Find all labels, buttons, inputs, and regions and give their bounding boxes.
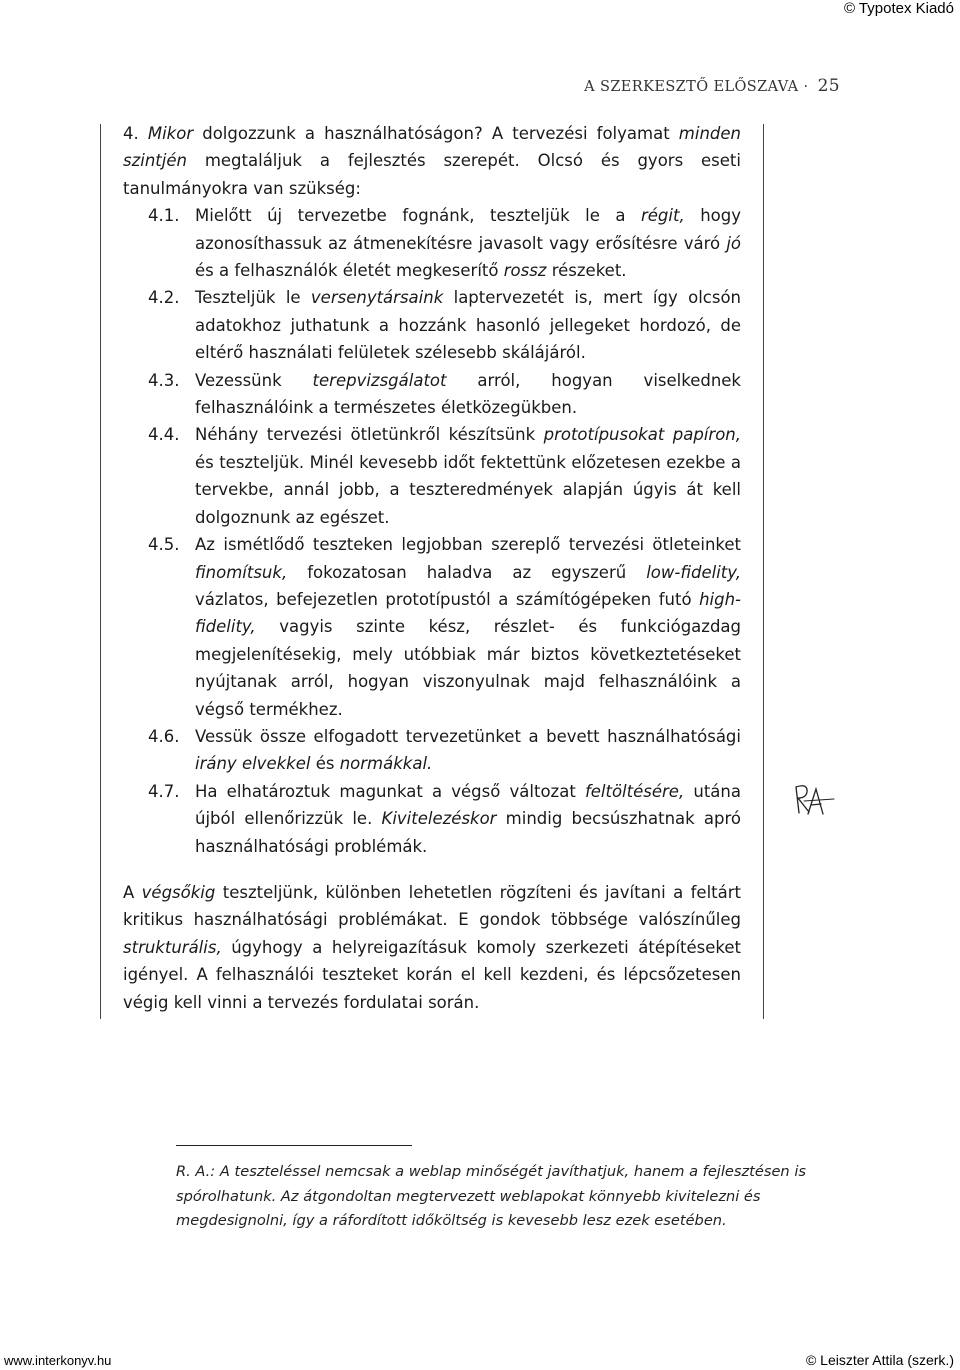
emphasis-text: terepvizsgálatot — [312, 370, 447, 390]
text-run: megtaláljuk a fejlesztés szerepét. Olcsó és gyors eseti tanulmányokra van szükség: — [123, 151, 741, 198]
emphasis-text: régit, — [641, 206, 685, 226]
list-item-text — [195, 367, 741, 422]
emphasis-text: finomítsuk, — [195, 562, 288, 582]
list-item — [148, 367, 741, 422]
list-item-number: 4.7. — [148, 781, 180, 801]
page-number: 25 — [817, 76, 840, 96]
list-item-text — [195, 778, 741, 860]
emphasis-text: versenytársaink — [310, 288, 444, 308]
text-run: vázlatos, befejezetlen prototípustól a számítógépeken futó — [195, 589, 700, 609]
footnote-separator — [176, 1145, 412, 1146]
text-run: dolgozzunk a használhatóságon? A tervezési folyamat — [193, 124, 679, 143]
text-run: Vezessünk — [195, 370, 313, 390]
emphasis-text: Kivitelezéskor — [381, 809, 497, 829]
emphasis-text: prototípusokat papíron, — [543, 425, 741, 445]
left-margin-rule — [100, 124, 101, 1019]
text-run: hogy azonosíthassuk az átmenekítésre javasolt vagy erősítésre váró — [195, 206, 741, 253]
list-item-text — [195, 531, 741, 723]
list-item-text — [195, 421, 741, 531]
running-head-separator: · — [803, 79, 809, 95]
emphasis-text: Mikor — [147, 124, 194, 143]
text-run: utána újból ellenőrizzük le. — [195, 781, 741, 829]
emphasis-text: high-fidelity, — [195, 589, 741, 637]
emphasis-text: low-fidelity, — [646, 562, 741, 582]
list-item-number: 4.1. — [148, 206, 180, 226]
list-item — [148, 778, 741, 860]
emphasis-text: irány elvekkel — [195, 754, 311, 774]
right-margin-rule — [763, 124, 764, 1019]
copyright-credit: © Leiszter Attila (szerk.) — [805, 1352, 954, 1368]
main-text — [123, 120, 741, 1016]
emphasis-text: végsőkig — [141, 882, 216, 902]
text-run: Mielőtt új tervezetbe fognánk, teszteljük le a — [195, 206, 641, 226]
list-item-number: 4.4. — [148, 425, 180, 445]
list-item — [148, 202, 741, 284]
text-run: A — [123, 882, 142, 902]
text-run: Ha elhatároztuk magunkat a végső változat — [195, 781, 585, 801]
list-item — [148, 284, 741, 366]
publisher-credit: © Typotex Kiadó — [843, 0, 954, 17]
text-run: részeket. — [546, 261, 627, 281]
text-run: vagyis szinte kész, részlet- és funkciógazdag megjelenítésekig, mely utóbbiak már biztos következtetéseket nyújtanak arról, hogyan viszonyulnak majd felhasználóink a végső termékhez. — [195, 617, 741, 719]
ra-signature-icon — [790, 783, 836, 823]
text-run: mindig becsúszhatnak apró használhatósági problémák. — [195, 809, 741, 856]
list-item — [148, 723, 741, 778]
list-item-text — [195, 202, 741, 284]
text-run: laptervezetét is, mert így olcsón adatokhoz juthatunk a hozzánk hasonló jellegeket hordozó, de eltérő használati felületek szélesebb skálájáról. — [195, 288, 741, 363]
text-run: és — [310, 754, 340, 774]
emphasis-text: normákkal. — [339, 754, 433, 774]
running-head-title: A SZERKESZTŐ ELŐSZAVA — [584, 79, 799, 95]
text-run: Az ismétlődő teszteken legjobban szereplő tervezési ötleteinket — [195, 535, 741, 555]
text-run: arról, hogyan viselkednek felhasználóink a természetes életközegükben. — [195, 370, 741, 418]
list-item-text — [195, 723, 741, 778]
emphasis-text: strukturális, — [123, 937, 222, 957]
list-item-text — [195, 284, 741, 366]
text-run: Néhány tervezési ötletünkről készítsünk — [195, 425, 544, 445]
text-run: Vessük össze elfogadott tervezetünket a bevett használhatósági — [195, 726, 741, 746]
intro-paragraph — [123, 120, 741, 202]
text-run: 4. — [123, 124, 148, 143]
text-run: és teszteljük. Minél kevesebb időt fektettünk előzetesen ezekbe a tervekbe, annál jobb, a teszteredmények alapján úgyis át kell dolgoznunk az egészet. — [195, 452, 741, 527]
website-credit: www.interkonyv.hu — [4, 1353, 112, 1368]
numbered-list — [123, 202, 741, 860]
list-item-number: 4.2. — [148, 288, 180, 308]
footnote: R. A.: A teszteléssel nemcsak a weblap minőségét javíthatjuk, hanem a fejlesztésen is spórolhatunk. Az átgondoltan megtervezett weblapokat könnyebb kivitelezni és megdesignolni, így a ráfordított időköltség is kevesebb lesz ezek esetében. — [176, 1163, 806, 1229]
list-item — [148, 531, 741, 723]
emphasis-text: jó — [726, 233, 741, 253]
emphasis-text: feltöltésére, — [584, 781, 685, 801]
list-item-number: 4.3. — [148, 370, 180, 390]
list-item-number: 4.5. — [148, 535, 180, 555]
text-run: teszteljünk, különben lehetetlen rögzíteni és javítani a feltárt kritikus használhatósági problémákat. E gondok többsége valószínűleg — [123, 882, 741, 930]
emphasis-text: rossz — [503, 261, 547, 281]
list-item — [148, 421, 741, 531]
list-item-number: 4.6. — [148, 726, 180, 746]
closing-paragraph — [123, 879, 741, 1016]
text-run: Teszteljük le — [195, 288, 311, 308]
text-run: fokozatosan haladva az egyszerű — [287, 562, 647, 582]
emphasis-text: minden szintjén — [123, 124, 741, 171]
text-run: és a felhasználók életét megkeserítő — [195, 261, 504, 281]
text-run: úgyhogy a helyreigazításuk komoly szerkezeti átépítéseket igényel. A felhasználói teszteket korán el kell kezdeni, és lépcsőzetesen végig kell vinni a tervezés fordulatai során. — [123, 937, 741, 1012]
running-head — [584, 76, 840, 96]
